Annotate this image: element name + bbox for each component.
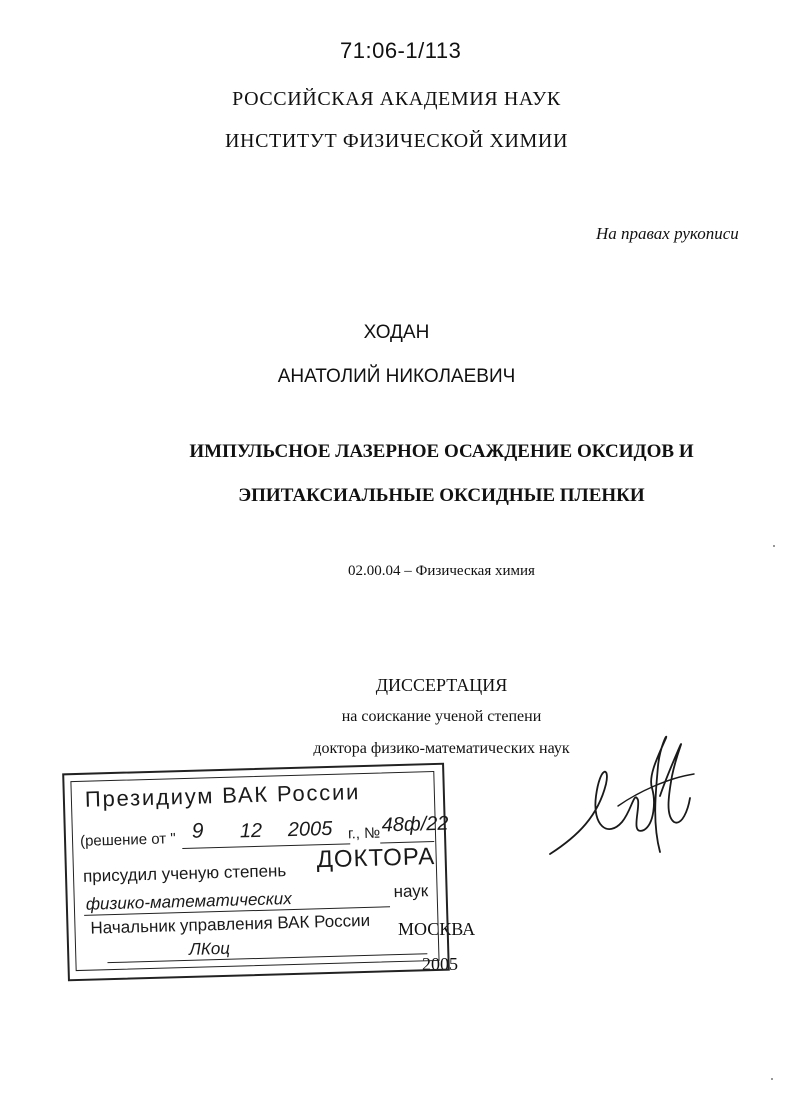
stamp-field-suffix: наук — [393, 881, 429, 902]
document-code: 71:06-1/113 — [340, 38, 462, 63]
stamp-field-handwritten: физико-математических — [85, 889, 292, 914]
stamp-degree: ДОКТОРА — [316, 842, 436, 874]
stamp-year-number-label: г., № — [347, 824, 381, 843]
document-kind: ДИССЕРТАЦИЯ — [375, 675, 508, 695]
specialty-code: 02.00.04 – Физическая химия — [348, 563, 535, 579]
author-given-names: АНАТОЛИЙ НИКОЛАЕВИЧ — [277, 366, 516, 387]
stamp-month-handwritten: 12 — [239, 819, 263, 843]
degree-purpose: на соискание ученой степени — [341, 708, 542, 725]
vak-approval-stamp — [62, 763, 450, 982]
stamp-header: Президиум ВАК России — [84, 779, 361, 812]
stamp-head-signature: ЛКоц — [188, 938, 231, 959]
stamp-decision-prefix: (решение от " — [79, 830, 176, 850]
year: 2005 — [422, 954, 458, 974]
institute-name: ИНСТИТУТ ФИЗИЧЕСКОЙ ХИМИИ — [224, 130, 569, 152]
stamp-awarded-text: присудил ученую степень — [82, 861, 287, 886]
stamp-number-handwritten: 48ф/22 — [381, 812, 449, 837]
scan-speck — [771, 1078, 773, 1080]
thesis-title-line-2: ЭПИТАКСИАЛЬНЫЕ ОКСИДНЫЕ ПЛЕНКИ — [238, 485, 645, 506]
author-signature — [548, 726, 698, 871]
stamp-head-of-department: Начальник управления ВАК России — [90, 910, 371, 938]
academy-name: РОССИЙСКАЯ АКАДЕМИЯ НАУК — [232, 88, 561, 110]
thesis-title-line-1: ИМПУЛЬСНОЕ ЛАЗЕРНОЕ ОСАЖДЕНИЕ ОКСИДОВ И — [189, 441, 694, 462]
city: МОСКВА — [398, 919, 476, 939]
scan-speck — [773, 545, 775, 547]
manuscript-rights-note: На правах рукописи — [596, 224, 739, 243]
stamp-day-handwritten: 9 — [191, 819, 204, 843]
degree-name: доктора физико-математических наук — [313, 740, 570, 757]
author-surname: ХОДАН — [363, 322, 430, 343]
stamp-year-handwritten: 2005 — [287, 817, 333, 842]
